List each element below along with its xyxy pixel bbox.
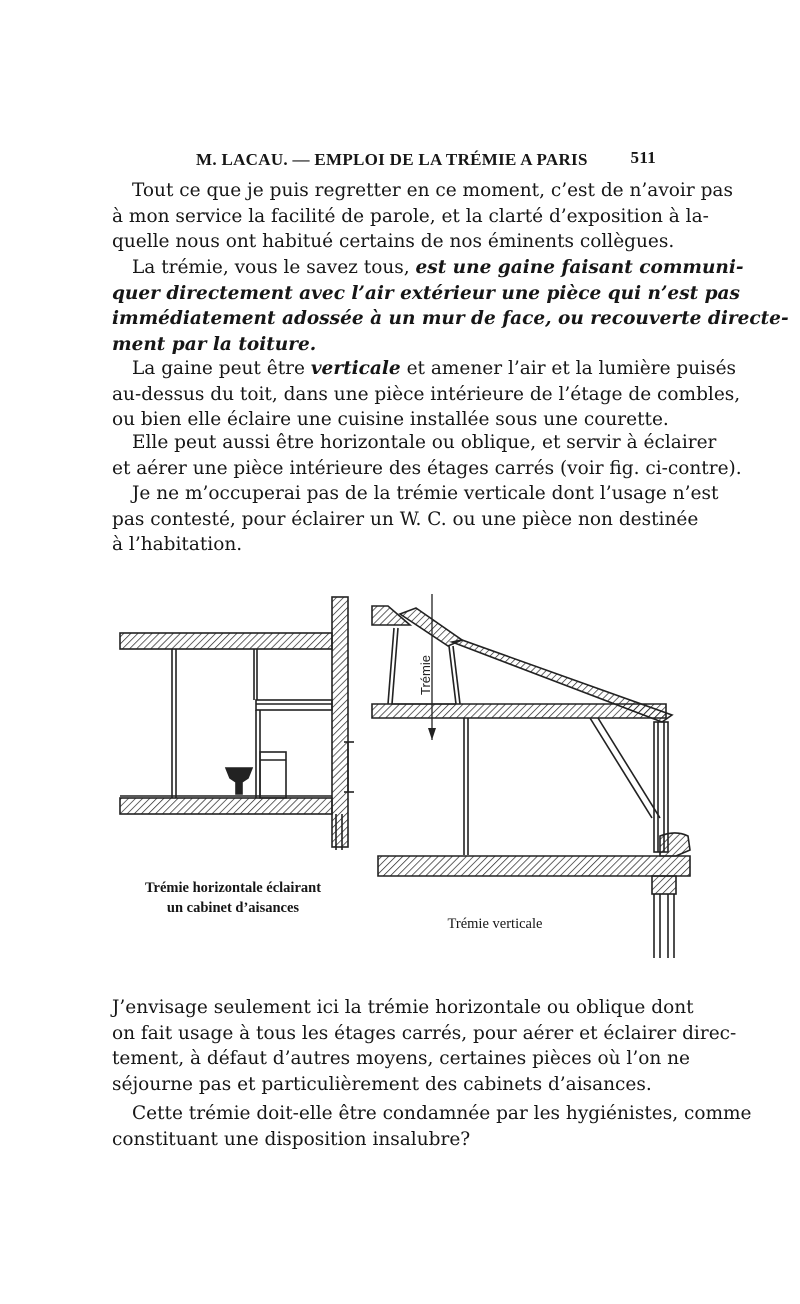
text-line: Tout ce que je puis regretter en ce moment, c’est de n’avoir pas bbox=[132, 180, 733, 201]
caption-left bbox=[128, 878, 338, 918]
text-emphasis: verticale bbox=[310, 358, 401, 379]
text-line: à l’habitation. bbox=[112, 534, 243, 556]
facade-post bbox=[654, 722, 668, 852]
lower-floor-slab bbox=[120, 798, 332, 814]
running-title: M. LACAU. — EMPLOI DE LA TRÉMIE A PARIS bbox=[196, 150, 588, 169]
text-line: pas contesté, pour éclairer un W. C. ou une pièce non destinée bbox=[112, 508, 699, 530]
upper-floor-slab bbox=[120, 633, 332, 649]
text-emphasis: ment par la toiture. bbox=[112, 334, 317, 356]
facade-wall bbox=[332, 597, 348, 847]
text-line: et aérer une pièce intérieure des étages carrés (voir fig. ci-contre). bbox=[112, 457, 742, 479]
text-line: ou bien elle éclaire une cuisine installée sous une courette. bbox=[112, 409, 669, 431]
left-section-drawing bbox=[120, 597, 354, 850]
text-line: on fait usage à tous les étages carrés, pour aérer et éclairer direc- bbox=[112, 1022, 737, 1044]
caption-line: Trémie horizontale éclairant bbox=[144, 880, 322, 896]
tremie-shaft-label: Trémie bbox=[418, 655, 433, 695]
page-number: 511 bbox=[630, 148, 656, 167]
text-plain: et amener l’air et la lumière puisés bbox=[400, 358, 737, 379]
text-line: séjourne pas et particulièrement des cabinets d’aisances. bbox=[112, 1074, 652, 1096]
text-line: Cette trémie doit-elle être condamnée par les hygiénistes, comme bbox=[132, 1103, 752, 1124]
skylight-cap bbox=[400, 608, 462, 646]
lower-floor bbox=[378, 856, 690, 876]
cabinet-box bbox=[260, 752, 286, 798]
toilet-icon bbox=[226, 768, 252, 794]
caption-line: un cabinet d’aisances bbox=[166, 900, 300, 916]
paragraph-6 bbox=[112, 995, 737, 1098]
horizontal-tremie-duct bbox=[256, 700, 332, 710]
text-emphasis: quer directement avec l’air extérieur une pièce qui n’est pas bbox=[112, 282, 740, 304]
text-line: à mon service la facilité de parole, et la clarté d’exposition à la- bbox=[112, 205, 709, 227]
caption-right: Trémie verticale bbox=[447, 916, 543, 932]
text-line: au-dessus du toit, dans une pièce intérieure de l’étage de combles, bbox=[112, 383, 741, 405]
text-line: quelle nous ont habitué certains de nos éminents collègues. bbox=[112, 231, 675, 253]
attic-floor bbox=[372, 704, 666, 718]
text-line: Je ne m’occuperai pas de la trémie verticale dont l’usage n’est bbox=[132, 483, 719, 504]
text-line: tement, à défaut d’autres moyens, certaines pièces où l’on ne bbox=[112, 1048, 690, 1070]
text-plain: La gaine peut être bbox=[132, 358, 311, 379]
cornice bbox=[660, 833, 690, 856]
text-line: constituant une disposition insalubre? bbox=[112, 1128, 471, 1150]
text-line: J’envisage seulement ici la trémie horizontale ou oblique dont bbox=[112, 997, 694, 1018]
text-emphasis: immédiatement adossée à un mur de face, ou recouverte directe- bbox=[112, 308, 789, 330]
right-section-drawing bbox=[372, 594, 690, 958]
text-plain: La trémie, vous le savez tous, bbox=[132, 257, 416, 278]
paragraph-7 bbox=[112, 1101, 752, 1152]
text-line: Elle peut aussi être horizontale ou oblique, et servir à éclairer bbox=[132, 432, 717, 453]
text-emphasis: est une gaine faisant communi- bbox=[415, 257, 744, 278]
